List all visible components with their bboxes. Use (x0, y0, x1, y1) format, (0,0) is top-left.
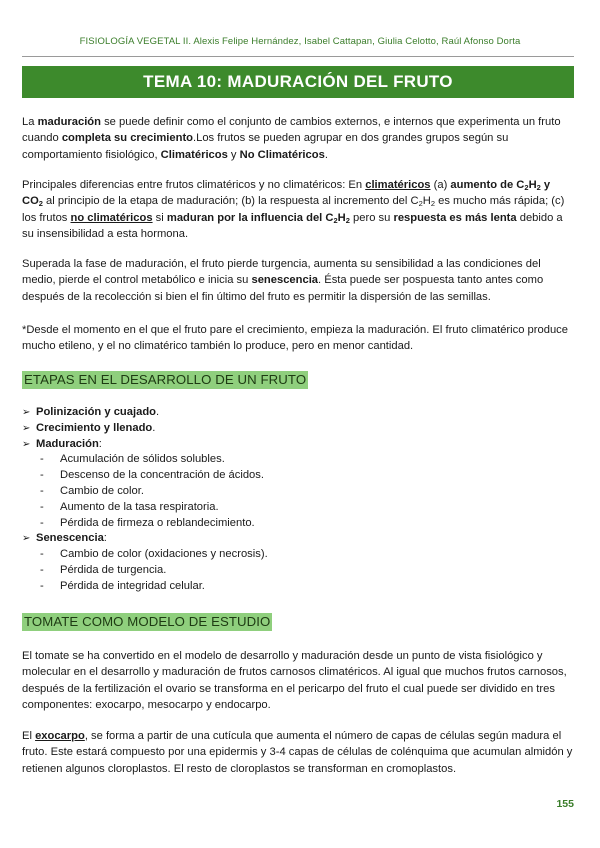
sub-list-item: - Acumulación de sólidos solubles. (40, 453, 225, 466)
note-paragraph: *Desde el momento en el que el fruto pare el crecimiento, empieza la maduración. El fruto climatérico produce mucho etileno, y el no climatérico también lo produce, pero en menor cantidad. (22, 324, 568, 353)
sub-list-item: - Pérdida de integridad celular. (40, 579, 205, 592)
arrow-bullet-icon: ➢ (22, 407, 31, 418)
arrow-bullet-icon: ➢ (22, 422, 31, 434)
sub-list-item: - Pérdida de firmeza o reblandecimiento. (40, 516, 255, 529)
list-item: ➢ Crecimiento y llenado . (22, 421, 574, 437)
list-item: ➢ Senescencia : (22, 531, 574, 547)
sub-list-item: - Cambio de color (oxidaciones y necrosis). (40, 548, 268, 561)
arrow-bullet-icon: ➢ (22, 438, 31, 450)
sub-list-item: - Descenso de la concentración de ácidos. (40, 469, 264, 482)
page-number: 155 (556, 798, 574, 810)
stages-list (22, 405, 574, 595)
section-heading-tomato: TOMATE COMO MODELO DE ESTUDIO (24, 614, 271, 629)
senescence-paragraph: Superada la fase de maduración, el fruto pierde turgencia, aumenta su sensibilidad a las condiciones del medio, pierde el control metabólico e inicia su senescencia. Ésta puede ser pospuesta tanto antes como después de la recolección si bien el fin último del fruto es permitir la dispersión de las semillas. (22, 258, 544, 303)
header-divider (22, 56, 574, 57)
tomato-paragraph: El tomate se ha convertido en el modelo de desarrollo y maduración desde un punto de vista fisiológico y molecular en el desarrollo y maduración de frutos carnosos climatéricos. Al igual que muchos frutos carnosos, después de la fertilización el ovario se transforma en el pericarpo del fruto el cual puede ser dividido en tres componentes: exocarpo, mesocarpo y endocarpo. (22, 650, 567, 711)
exocarp-paragraph: El exocarpo, se forma a partir de una cutícula que aumenta el número de capas de células según madura el fruto. Este estará compuesto por una epidermis y 3-4 capas de células de colénquima que acumulan almidón y retienen algunos cloroplastos. El resto de cloroplastos se transforman en cromoplastos. (22, 730, 573, 775)
intro-paragraph: La maduración se puede definir como el conjunto de cambios externos, e internos que experimenta un fruto cuando completa su crecimiento.Los frutos se pueden agrupar en dos grandes grupos según su comportamiento fisiológico, Climatéricos y No Climatéricos. (22, 116, 561, 161)
differences-paragraph: Principales diferencias entre frutos climatéricos y no climatéricos: En climatéricos (a) aumento de $C_2H_2$ y $CO_2$ al principio de la etapa de maduración; (b) la respuesta al incremento del $C_2H_2$ es mucho más rápida; (c) los frutos no climatéricos si maduran por la influencia del $C_2H_2$ pero su respuesta es más lenta debido a su insensibilidad a esta hormona. (22, 179, 565, 240)
running-header: FISIOLOGÍA VEGETAL II. Alexis Felipe Hernández, Isabel Cattapan, Giulia Celotto, Raúl Afonso Dorta (79, 36, 521, 47)
sub-list-item: - Pérdida de turgencia. (40, 563, 167, 576)
arrow-bullet-icon: ➢ (22, 533, 31, 545)
list-item: ➢ Polinización y cuajado . (22, 405, 574, 421)
page-title: TEMA 10: MADURACIÓN DEL FRUTO (22, 66, 574, 98)
sub-list-item: - Cambio de color. (40, 484, 144, 497)
sub-list-item: - Aumento de la tasa respiratoria. (40, 500, 219, 513)
list-item: ➢ Maduración : (22, 437, 574, 453)
section-heading-stages: ETAPAS EN EL DESARROLLO DE UN FRUTO (24, 372, 307, 387)
